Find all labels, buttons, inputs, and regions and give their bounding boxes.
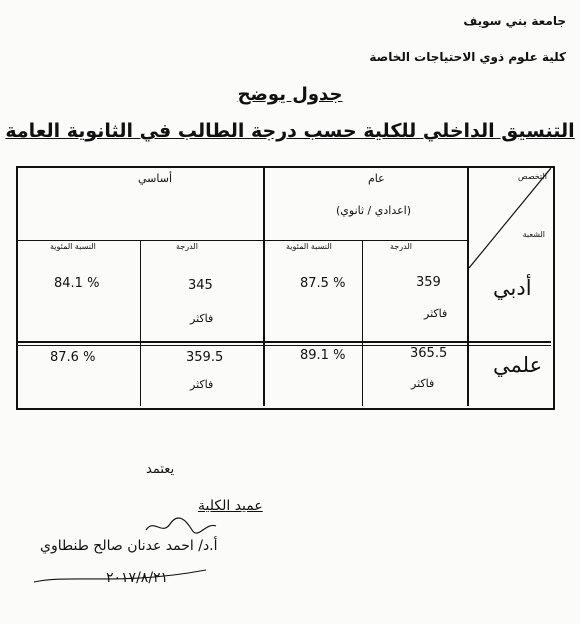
scientific-general-grade: 365.5 [410,346,448,361]
university-name: جامعة بني سويف [463,14,566,28]
subheader-line [18,240,467,241]
general-subheader: (اعدادي / ثانوي) [336,204,412,217]
row-divider-double [18,345,551,346]
general-grade-header: الدرجة [390,242,412,251]
literary-basic-or-above: فاكثر [190,312,214,325]
branch-scientific: علمي [493,353,543,377]
group-divider [263,168,265,406]
literary-general-or-above: فاكثر [424,307,448,320]
general-inner-divider [362,240,363,406]
dean-name: أ.د/ احمد عدنان صالح طنطاوي [40,538,218,554]
scientific-basic-percent: % 87.6 [50,350,96,365]
dean-title: عميد الكلية [198,498,263,514]
approved-label: يعتمد [146,462,175,477]
corner-diagonal [469,168,551,268]
corner-specialization-label: التخصص [518,172,547,181]
basic-inner-divider [140,240,141,406]
scientific-basic-grade: 359.5 [186,350,224,365]
signature-scribble [140,516,220,538]
document-title: جدول يوضح [237,84,343,105]
literary-basic-percent: % 84.1 [54,276,100,291]
signature-underline [30,560,210,590]
literary-general-grade: 359 [416,275,441,290]
literary-general-percent: % 87.5 [300,276,346,291]
corner-branch-label: الشعبة [522,230,545,239]
basic-percent-header: النسبة المئوية [50,242,96,251]
faculty-name: كلية علوم ذوي الاحتياجات الخاصة [369,50,566,64]
document-subtitle: التنسيق الداخلي للكلية حسب درجة الطالب في الثانوية العامة [5,120,575,142]
coordination-table [16,166,555,410]
row-divider [18,341,551,343]
branch-literary: أدبي [493,276,532,300]
scientific-basic-or-above: فاكثر [190,378,214,391]
scientific-general-or-above: فاكثر [411,377,435,390]
literary-basic-grade: 345 [188,278,213,293]
scientific-general-percent: % 89.1 [300,348,346,363]
basic-header: أساسي [138,172,173,185]
basic-grade-header: الدرجة [176,242,198,251]
general-percent-header: النسبة المئوية [286,242,332,251]
general-header: عام [368,172,385,185]
approval-date: ٢٠١٧/٨/٢١ [106,570,169,586]
